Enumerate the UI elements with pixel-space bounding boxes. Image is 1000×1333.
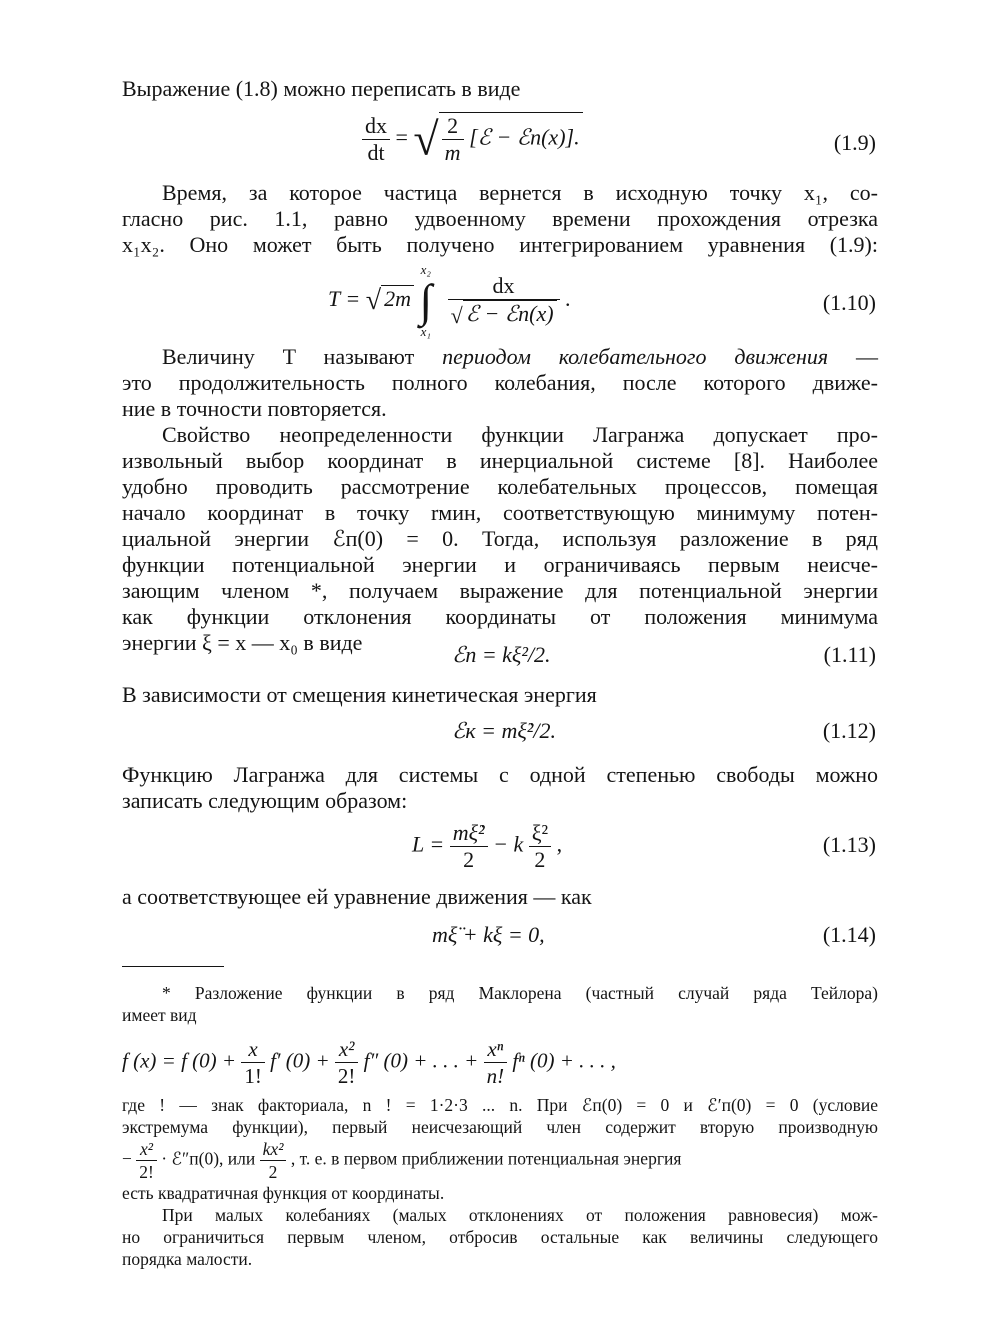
paragraph-line: Свойство неопределенности функции Лагранжа допускает про- [162, 422, 878, 447]
paragraph-line: энергии ξ = x — x₀ в виде [122, 630, 363, 655]
footnote-separator [122, 966, 224, 967]
paragraph-line: гласно рис. 1.1, равно удвоенному времени прохождения отрезка [122, 206, 878, 231]
footnote-line-with-fractions: − $\frac{\text{x²}}{2!}$ · ℰ″п(0), или $\frac{\text{kx²}}{2}$ , т. е. в первом приближении потенциальная энергия [122, 1139, 682, 1182]
maclaurin-series: f (x) = f (0) + $\frac{x}{1!}$ f′ (0) + $\frac{\text{x²}}{2!}$ f″ (0) + . . . + $\frac{\text{xⁿ}}{n!}$ fⁿ (0) + . . . , [122, 1037, 616, 1088]
paragraph-line: а соответствующее ей уравнение движения — как [122, 884, 592, 909]
fraction-dx-dt: $\frac{dx}{dt}$ [362, 113, 390, 166]
fraction-integrand: $\frac{dx}{\text{√ ℰ − ℰп(x)}}$ [448, 273, 560, 329]
footnote-line: но ограничиться первым членом, отбросив остальные как величины следующего [122, 1227, 878, 1247]
equation-1-9: $\frac{dx}{dt}$ = √ $\frac{2}{m}$ [ℰ − ℰп(x)]. [362, 112, 583, 166]
paragraph-line: В зависимости от смещения кинетическая энергия [122, 682, 597, 707]
sqrt-sign: √ [365, 285, 382, 316]
sqrt-sign: √ [413, 113, 439, 165]
equation-number-1-9: (1.9) [833, 130, 876, 155]
paragraph-line: Величину T называют периодом колебательного движения — [162, 344, 878, 369]
footnote-line: есть квадратичная функция от координаты. [122, 1183, 445, 1203]
paragraph-line: это продолжительность полного колебания, после которого движе- [122, 370, 878, 395]
integral-sign: x₂ ∫ x₁ [419, 262, 433, 339]
paragraph-line: удобно проводить рассмотрение колебательных процессов, помещая [122, 474, 878, 499]
paragraph-line: циальной энергии ℰп(0) = 0. Тогда, используя разложение в ряд [122, 526, 878, 551]
paragraph-intro: Выражение (1.8) можно переписать в виде [122, 76, 521, 101]
equation-1-11: ℰп = kξ²/2. [452, 642, 551, 667]
paragraph-line: функции потенциальной энергии и ограничиваясь первым неисче- [122, 552, 878, 577]
equation-1-14: mξ̈ + kξ = 0, [432, 922, 545, 947]
footnote-line: * Разложение функции в ряд Маклорена (частный случай ряда Тейлора) [162, 983, 878, 1003]
equation-1-12: ℰк = mξ̇²/2. [452, 718, 556, 743]
paragraph-line: ние в точности повторяется. [122, 396, 387, 421]
paragraph-line: Функцию Лагранжа для системы с одной степенью свободы можно [122, 762, 878, 787]
footnote-line: где ! — знак факториала, n ! = 1·2·3 ... n. При ℰп(0) = 0 и ℰ′п(0) = 0 (условие [122, 1095, 878, 1115]
paragraph-line: зающим членом *, получаем выражение для потенциальной энергии [122, 578, 878, 603]
footnote-line: При малых колебаниях (малых отклонениях от положения равновесия) мож- [162, 1205, 878, 1225]
equation-number-1-10: (1.10) [822, 290, 876, 315]
paragraph-line: Время, за которое частица вернется в исходную точку x₁, со- [162, 180, 878, 205]
emphasis-term: периодом колебательного движения [442, 344, 829, 369]
paragraph-line: как функции отклонения координаты от положения минимума [122, 604, 878, 629]
paragraph-line: извольный выбор координат в инерциальной системе [8]. Наиболее [122, 448, 878, 473]
equation-number-1-12: (1.12) [822, 718, 876, 743]
footnote-line: имеет вид [122, 1005, 197, 1025]
equation-number-1-11: (1.11) [823, 642, 876, 667]
paragraph-line: начало координат в точку rмин, соответствующую минимуму потен- [122, 500, 878, 525]
footnote-line: порядка малости. [122, 1249, 253, 1269]
equation-1-10: T = √ 2m x₂ ∫ x₁ $\frac{dx}{\text{√ ℰ − ℰп(x)}}$ . [328, 262, 571, 339]
footnote-line: экстремума функции), первый неисчезающий член содержит вторую производную [122, 1117, 878, 1137]
paragraph-line: x₁x₂. Оно может быть получено интегрированием уравнения (1.9): [122, 232, 878, 257]
sqrt-body: $\frac{2}{m}$ [ℰ − ℰп(x)]. [439, 112, 583, 166]
equation-number-1-13: (1.13) [822, 832, 876, 857]
paragraph-line: записать следующим образом: [122, 788, 408, 813]
equation-1-13: L = $\frac{\text{mξ̇²}}{2}$ − k $\frac{\text{ξ²}}{2}$ , [412, 820, 563, 872]
equation-number-1-14: (1.14) [822, 922, 876, 947]
